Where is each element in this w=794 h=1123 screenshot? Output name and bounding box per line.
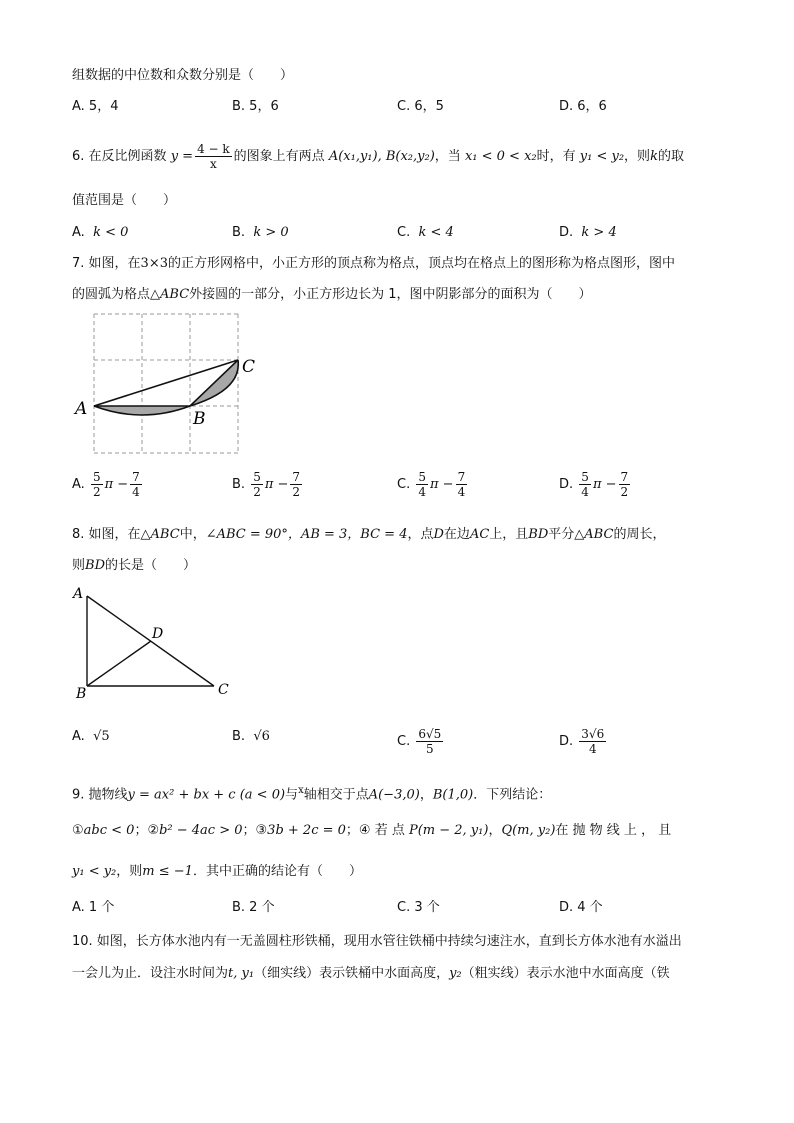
q5-option-a[interactable]: A. 5，4 [72,99,119,114]
q8-label-c: C [218,682,229,698]
q8-option-b[interactable]: B. √6 [232,729,270,744]
q6-stem: 6. 在反比例函数 y = $\frac{4 - k}{x}$ 的图象上有两点 A(x₁,y₁), B(x₂,y₂)，当 x₁ < 0 < x₂时，有 y₁ < y₂，则k的取 [72,142,684,171]
q6-fraction: $\frac{4 - k}{x}$ [197,142,230,171]
q6-option-a[interactable]: A. k < 0 [72,225,129,240]
q6-option-d[interactable]: D. k > 4 [559,225,617,240]
q7-label-a: A [75,399,88,419]
q7-label-b: B [193,409,206,429]
q8-option-a[interactable]: A. √5 [72,729,110,744]
q10-stem: 10. 如图，长方体水池内有一无盖圆柱形铁桶，现用水管往铁桶中持续匀速注水，直到长方体水池有水溢出 [72,934,682,949]
q9-option-d[interactable]: D. 4 个 [559,900,603,915]
q5-option-b[interactable]: B. 5，6 [232,99,279,114]
q8-segment-bd [87,641,151,686]
q7-stem-line2: 的圆弧为格点△ABC外接圆的一部分，小正方形边长为 1，图中阴影部分的面积为（ ） [72,287,592,302]
q5-option-c[interactable]: C. 6，5 [397,99,444,114]
q9-option-a[interactable]: A. 1 个 [72,900,115,915]
q9-stem-line3: y₁ < y₂，则m ≤ −1．其中正确的结论有（ ） [72,864,362,879]
q6-option-c[interactable]: C. k < 4 [397,225,454,240]
q9-option-b[interactable]: B. 2 个 [232,900,275,915]
q5-stem: 组数据的中位数和众数分别是（ ） [72,68,294,83]
q8-option-d[interactable]: D. $\frac{3√6}{4}$ [559,727,605,756]
q7-option-a[interactable]: A. $\frac{5}{2}$ π − $\frac{7}{4}$ [72,470,140,499]
q7-option-c[interactable]: C. $\frac{5}{4}$ π − $\frac{7}{4}$ [397,470,466,499]
q6-stem-line2: 值范围是（ ） [72,193,177,208]
q8-figure [70,582,240,702]
q8-stem-line2: 则BD的长是（ ） [72,558,197,573]
q10-stem-line2: 一会儿为止．设注水时间为t, y₁（细实线）表示铁桶中水面高度，y₂（粗实线）表示水池中水面高度（铁 [72,966,670,981]
q6-option-b[interactable]: B. k > 0 [232,225,289,240]
q8-label-d: D [152,626,164,642]
q7-stem: 7. 如图，在3×3的正方形网格中，小正方形的顶点称为格点，顶点均在格点上的图形称为格点图形，图中 [72,256,675,271]
q9-stem-line2: ①abc < 0；②b² − 4ac > 0；③3b + 2c = 0；④ 若 点 P(m − 2, y₁)，Q(m, y₂)在 抛 物 线 上 ， 且 [72,823,672,838]
q8-option-c[interactable]: C. $\frac{6√5}{5}$ [397,727,442,756]
q8-label-a: A [73,586,84,602]
q8-stem: 8. 如图，在△ABC中，∠ABC = 90°，AB = 3，BC = 4，点D在边AC上，且BD平分△ABC的周长， [72,527,666,542]
q8-label-b: B [76,686,87,702]
q5-option-d[interactable]: D. 6，6 [559,99,607,114]
q7-option-b[interactable]: B. $\frac{5}{2}$ π − $\frac{7}{2}$ [232,470,301,499]
q7-option-d[interactable]: D. $\frac{5}{4}$ π − $\frac{7}{2}$ [559,470,629,499]
q9-option-c[interactable]: C. 3 个 [397,900,440,915]
q7-label-c: C [242,357,256,377]
q7-figure [70,308,270,458]
q9-stem: 9. 抛物线y = ax² + bx + c (a < 0)与$^x$轴相交于点A(−3,0)，B(1,0)．下列结论： [72,785,552,803]
